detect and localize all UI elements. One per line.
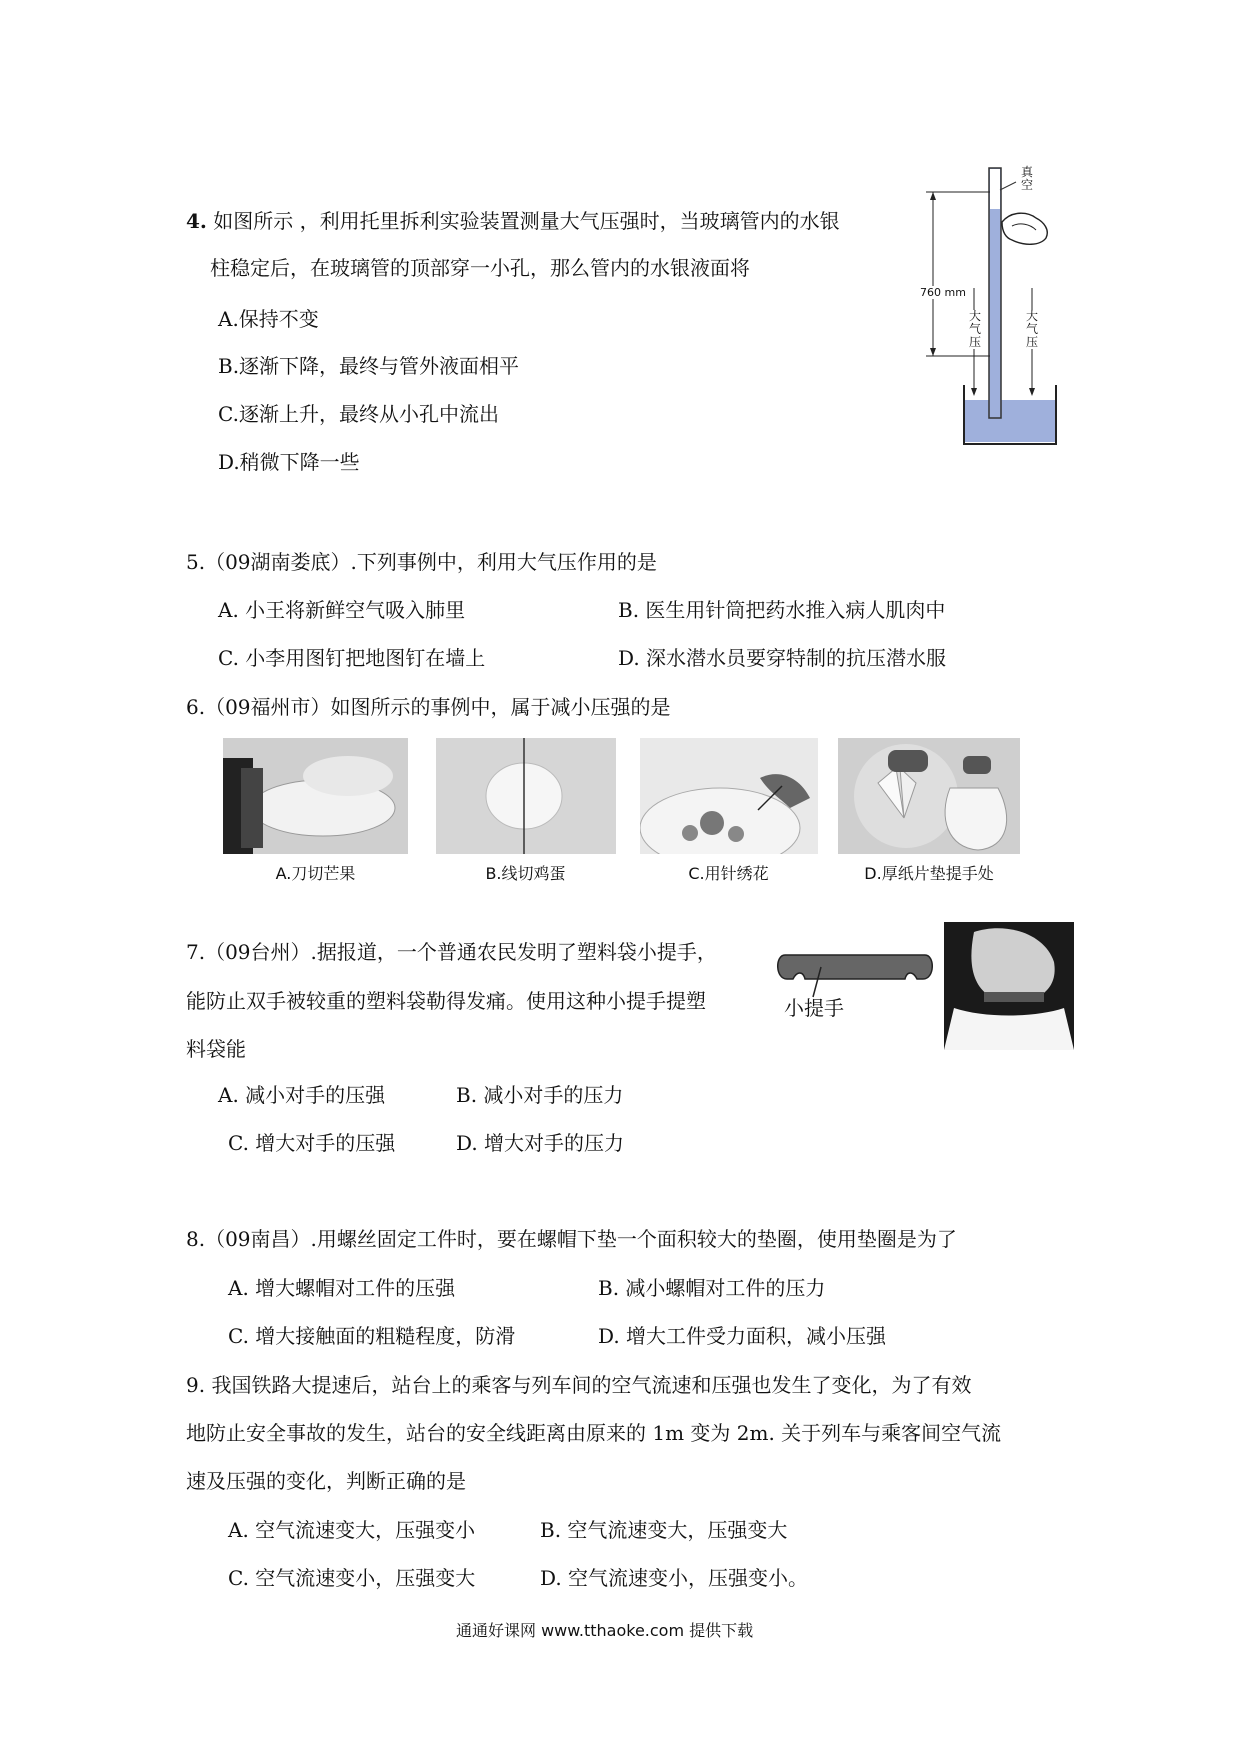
q9-option-b: B. 空气流速变大，压强变大 — [540, 1518, 788, 1542]
q5-option-d: D. 深水潜水员要穿特制的抗压潜水服 — [618, 646, 947, 670]
q8-option-b: B. 减小螺帽对工件的压力 — [598, 1276, 826, 1300]
handle-body — [778, 955, 933, 979]
pressure-label-left: 大气压 — [969, 309, 982, 349]
q4-stem-text: 如图所示 ，利用托里拆利实验装置测量大气压强时，当玻璃管内的水银 — [213, 209, 840, 233]
q6-stem: 6.（09福州市）如图所示的事例中，属于减小压强的是 — [186, 695, 671, 719]
embroidery-image — [640, 738, 818, 854]
q7-option-d: D. 增大对手的压力 — [456, 1131, 625, 1155]
torricelli-figure — [920, 160, 1060, 450]
q4-number: 4. — [186, 209, 207, 233]
q4-stem-line1 — [186, 209, 840, 233]
q7-option-b: B. 减小对手的压力 — [456, 1083, 624, 1107]
q4-option-a: A.保持不变 — [218, 307, 319, 331]
q9-stem-line3: 速及压强的变化，判断正确的是 — [186, 1469, 466, 1493]
q7-stem-line2: 能防止双手被较重的塑料袋勒得发痛。使用这种小提手提塑 — [186, 989, 706, 1013]
q7-stem-line1: 7.（09台州）.据报道，一个普通农民发明了塑料袋小提手， — [186, 940, 717, 964]
q4-option-d: D.稍微下降一些 — [218, 450, 360, 474]
q5-option-a: A. 小王将新鲜空气吸入肺里 — [218, 598, 466, 622]
small-handle-label: 小提手 — [784, 996, 844, 1020]
q4-stem-line2: 柱稳定后，在玻璃管的顶部穿一小孔，那么管内的水银液面将 — [210, 256, 750, 280]
q9-option-a: A. 空气流速变大，压强变小 — [228, 1518, 476, 1542]
pressure-label-right: 大气压 — [1026, 309, 1039, 349]
q9-option-d: D. 空气流速变小，压强变小。 — [540, 1566, 809, 1590]
hand-bag-image — [944, 922, 1074, 1050]
q5-option-b: B. 医生用针筒把药水推入病人肌肉中 — [618, 598, 946, 622]
vacuum-space — [990, 169, 1000, 209]
page-footer: 通通好课网 www.tthaoke.com 提供下载 — [456, 1621, 754, 1640]
q8-option-c: C. 增大接触面的粗糙程度，防滑 — [228, 1324, 516, 1348]
photo-hand-bag — [944, 922, 1074, 1050]
hand-icon — [1002, 213, 1047, 244]
q9-stem-line2: 地防止安全事故的发生，站台的安全线距离由原来的 1m 变为 2m. 关于列车与乘客间空气流 — [186, 1421, 1002, 1445]
q9-stem-line1: 9. 我国铁路大提速后，站台上的乘客与列车间的空气流速和压强也发生了变化，为了有效 — [186, 1373, 972, 1397]
q7-stem-line3: 料袋能 — [186, 1037, 246, 1061]
photo-cardboard-handle — [838, 738, 1020, 854]
pressure-arrowhead-left — [971, 388, 977, 396]
q4-option-b: B.逐渐下降，最终与管外液面相平 — [218, 354, 520, 378]
height-arrow-up — [930, 192, 936, 200]
caption-a: A.刀切芒果 — [275, 864, 356, 883]
caption-c: C.用针绣花 — [688, 864, 769, 883]
photo-knife-mango — [223, 738, 408, 854]
q8-option-d: D. 增大工件受力面积，减小压强 — [598, 1324, 887, 1348]
knife-mango-image — [223, 738, 408, 854]
mercury-basin-liquid — [964, 400, 1056, 442]
height-arrow-down — [930, 348, 936, 356]
q7-option-c: C. 增大对手的压强 — [228, 1131, 396, 1155]
cardboard-handle-image — [838, 738, 1020, 854]
photo-thread-egg — [436, 738, 616, 854]
photo-needle-embroidery — [640, 738, 818, 854]
q5-stem: 5.（09湖南娄底）.下列事例中，利用大气压作用的是 — [186, 550, 657, 574]
pressure-arrowhead-right — [1029, 388, 1035, 396]
q5-option-c: C. 小李用图钉把地图钉在墙上 — [218, 646, 486, 670]
caption-d: D.厚纸片垫提手处 — [864, 864, 994, 883]
vacuum-label: 真空 — [1021, 165, 1034, 192]
vacuum-leader-line — [1000, 182, 1016, 190]
thread-egg-image — [436, 738, 616, 854]
caption-b: B.线切鸡蛋 — [485, 864, 566, 883]
q7-option-a: A. 减小对手的压强 — [218, 1083, 386, 1107]
q8-option-a: A. 增大螺帽对工件的压强 — [228, 1276, 456, 1300]
q9-option-c: C. 空气流速变小，压强变大 — [228, 1566, 476, 1590]
height-label: 760 mm — [920, 286, 966, 299]
q4-option-c: C.逐渐上升，最终从小孔中流出 — [218, 402, 499, 426]
q8-stem: 8.（09南昌）.用螺丝固定工件时，要在螺帽下垫一个面积较大的垫圈，使用垫圈是为了 — [186, 1227, 957, 1251]
